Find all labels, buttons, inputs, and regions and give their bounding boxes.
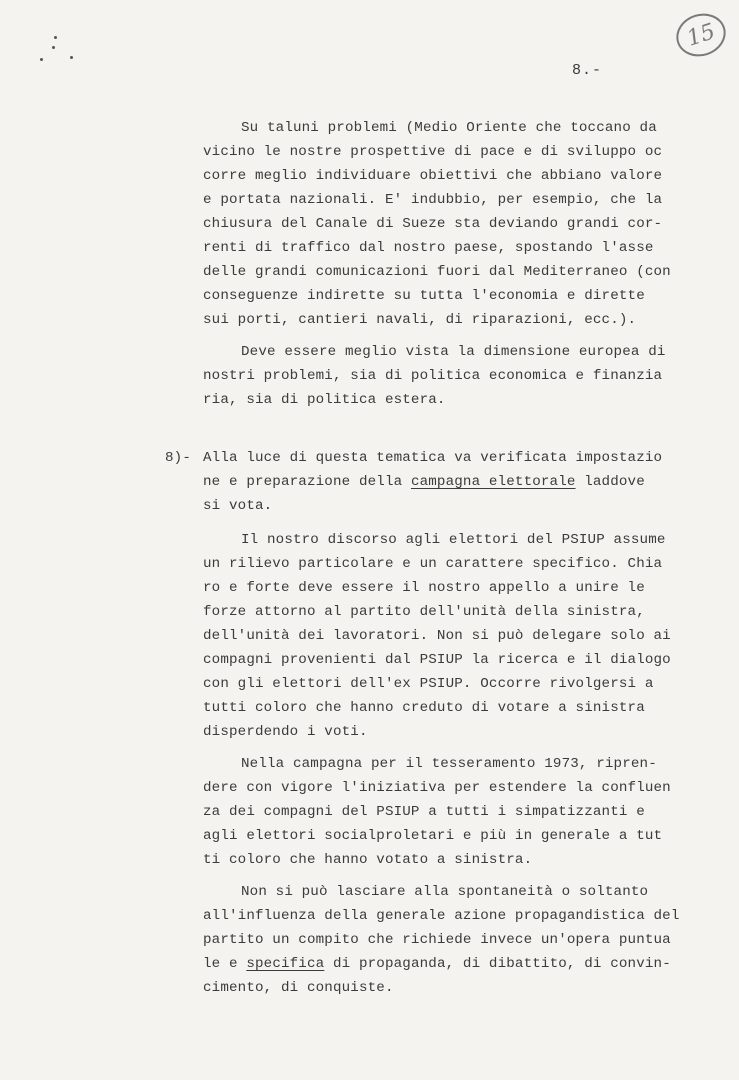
ink-speck: [70, 56, 73, 59]
text-line: chiusura del Canale di Sueze sta deviando grandi cor-: [203, 216, 663, 232]
text-line: e portata nazionali. E' indubbio, per esempio, che la: [203, 192, 663, 208]
text-line: ti coloro che hanno votato a sinistra.: [203, 852, 533, 868]
underlined-phrase: campagna elettorale: [410, 474, 576, 490]
ink-speck: [52, 46, 55, 49]
underlined-phrase: specifica: [246, 956, 325, 972]
text-line: tutti coloro che hanno creduto di votare a sinistra: [203, 700, 645, 716]
ink-speck: [54, 36, 57, 39]
text-line: Nella campagna per il tesseramento 1973, ripren-: [241, 756, 657, 772]
text-line: si vota.: [203, 498, 273, 514]
text-line: Alla luce di questa tematica va verificata impostazio: [203, 450, 663, 466]
text-line: con gli elettori dell'ex PSIUP. Occorre rivolgersi a: [203, 676, 654, 692]
text-line: Su taluni problemi (Medio Oriente che toccano da: [241, 120, 657, 136]
text-line: sui porti, cantieri navali, di riparazioni, ecc.).: [203, 312, 637, 328]
text-line: ro e forte deve essere il nostro appello a unire le: [203, 580, 645, 596]
text-line: disperdendo i voti.: [203, 724, 368, 740]
text-line: dell'unità dei lavoratori. Non si può delegare solo ai: [203, 628, 671, 644]
text-line: un rilievo particolare e un carattere specifico. Chia: [203, 556, 663, 572]
ink-speck: [40, 58, 43, 61]
text-line: nostri problemi, sia di politica economica e finanzia: [203, 368, 663, 384]
text-line: ne e preparazione della campagna elettorale laddove: [203, 474, 645, 490]
text-line: all'influenza della generale azione propagandistica del: [203, 908, 680, 924]
text-line: partito un compito che richiede invece un'opera puntua: [203, 932, 671, 948]
text-line: Il nostro discorso agli elettori del PSIUP assume: [241, 532, 666, 548]
text-line: delle grandi comunicazioni fuori dal Mediterraneo (con: [203, 264, 671, 280]
text-line: compagni provenienti dal PSIUP la ricerca e il dialogo: [203, 652, 671, 668]
text-line: corre meglio individuare obiettivi che abbiano valore: [203, 168, 663, 184]
text-line: agli elettori socialproletari e più in generale a tut: [203, 828, 663, 844]
text-line: Deve essere meglio vista la dimensione europea di: [241, 344, 666, 360]
text-line: ria, sia di politica estera.: [203, 392, 446, 408]
text-line: conseguenze indirette su tutta l'economia e dirette: [203, 288, 645, 304]
text-line: dere con vigore l'iniziativa per estendere la confluen: [203, 780, 671, 796]
text-line: za dei compagni del PSIUP a tutti i simpatizzanti e: [203, 804, 645, 820]
text-line: cimento, di conquiste.: [203, 980, 394, 996]
text-line: vicino le nostre prospettive di pace e di sviluppo oc: [203, 144, 663, 160]
text-line: forze attorno al partito dell'unità della sinistra,: [203, 604, 645, 620]
text-line: Non si può lasciare alla spontaneità o soltanto: [241, 884, 649, 900]
text-line: le e specifica di propaganda, di dibattito, di convin-: [203, 956, 671, 972]
page-number: 8.-: [572, 62, 603, 79]
page-stamp: 15: [671, 7, 732, 62]
section-number: 8)-: [165, 450, 191, 466]
text-line: renti di traffico dal nostro paese, spostando l'asse: [203, 240, 654, 256]
